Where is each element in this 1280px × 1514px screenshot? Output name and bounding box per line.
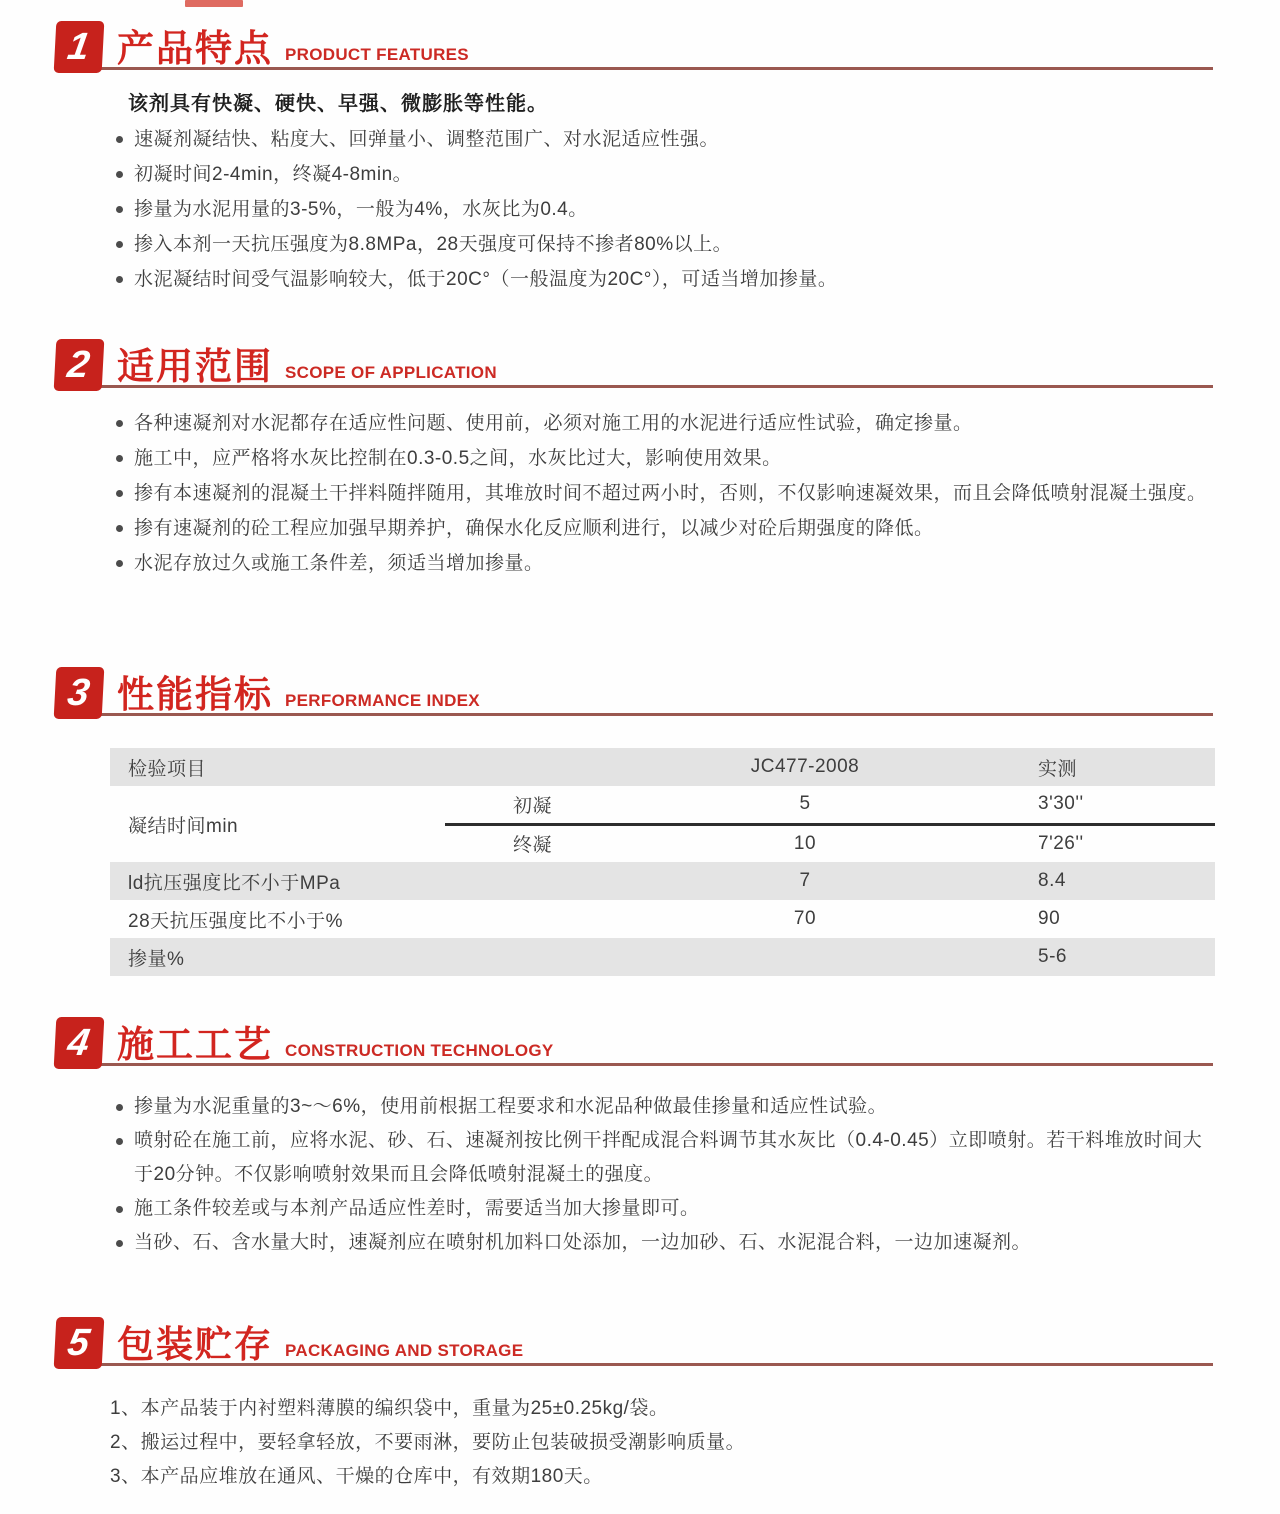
section-4-header	[55, 1016, 1213, 1066]
section-5-header	[55, 1316, 1213, 1366]
cell-sub: 终凝	[512, 835, 552, 857]
cell-standard: 10	[793, 832, 817, 854]
section-1-header	[55, 20, 1213, 70]
section-2-content	[110, 406, 1215, 581]
cell-standard: 7	[799, 870, 811, 891]
section-4-bullet-list	[110, 1090, 1215, 1260]
section-3-header	[55, 666, 1213, 716]
bullet-item: 水泥存放过久或施工条件差，须适当增加掺量。	[110, 546, 1215, 581]
section-3-title: 性能指标	[117, 674, 273, 716]
section-4-content	[110, 1090, 1215, 1260]
section-1-number-badge	[54, 21, 105, 73]
section-3-number-badge	[54, 667, 105, 719]
section-5-number-badge	[54, 1317, 105, 1369]
performance-table	[110, 748, 1215, 976]
section-5-subtitle: PACKAGING AND STORAGE	[285, 1341, 524, 1360]
cell-measured: 3'30''	[990, 786, 1215, 824]
section-2-bullet-list	[110, 406, 1215, 581]
section-3-subtitle: PERFORMANCE INDEX	[285, 691, 480, 710]
bullet-item: 施工条件较差或与本剂产品适应性差时，需要适当加大掺量即可。	[110, 1192, 1215, 1226]
bullet-item: 各种速凝剂对水泥都存在适应性问题、使用前，必须对施工用的水泥进行适应性试验，确定掺量。	[110, 406, 1215, 441]
bullet-item: 掺有速凝剂的砼工程应加强早期养护，确保水化反应顺利进行，以减少对砼后期强度的降低。	[110, 511, 1215, 546]
cell-sub: 初凝	[445, 786, 620, 824]
section-2-title: 适用范围	[117, 346, 273, 388]
storage-line: 1、本产品装于内衬塑料薄膜的编织袋中，重量为25±0.25kg/袋。	[110, 1398, 669, 1419]
section-1-title: 产品特点	[117, 28, 273, 70]
section-1-bullet-list	[110, 122, 1215, 297]
section-2-subtitle: SCOPE OF APPLICATION	[285, 363, 497, 382]
cell-standard: 70	[793, 908, 817, 929]
section-3-content	[110, 748, 1215, 976]
cell-measured: 7'26''	[1038, 832, 1084, 854]
table-row	[110, 900, 1215, 938]
section-2-header	[55, 338, 1213, 388]
bullet-item: 掺有本速凝剂的混凝土干拌料随拌随用，其堆放时间不超过两小时，否则，不仅影响速凝效果，而且会降低喷射混凝土强度。	[110, 476, 1215, 511]
cell-measured: 5-6	[1038, 946, 1067, 967]
bullet-item: 掺入本剂一天抗压强度为8.8MPa，28天强度可保持不掺者80%以上。	[110, 227, 1215, 262]
col-header-measured: 实测	[1038, 758, 1078, 780]
section-5-content	[110, 1392, 1215, 1494]
table-row	[110, 862, 1215, 900]
bullet-item: 初凝时间2-4min，终凝4-8min。	[110, 157, 1215, 192]
cell-standard	[620, 938, 990, 976]
section-4-subtitle: CONSTRUCTION TECHNOLOGY	[285, 1041, 554, 1060]
bullet-item: 施工中，应严格将水灰比控制在0.3-0.5之间，水灰比过大，影响使用效果。	[110, 441, 1215, 476]
section-1-subtitle: PRODUCT FEATURES	[285, 45, 469, 64]
section-2-number: 2	[65, 344, 93, 386]
table-row	[110, 938, 1215, 976]
cell-item: 掺量%	[128, 948, 185, 970]
col-header-blank	[445, 748, 620, 786]
bullet-item: 水泥凝结时间受气温影响较大，低于20C°（一般温度为20C°），可适当增加掺量。	[110, 262, 1215, 297]
col-header-standard: JC477-2008	[750, 756, 860, 777]
bullet-item: 速凝剂凝结快、粘度大、回弹量小、调整范围广、对水泥适应性强。	[110, 122, 1215, 157]
cell-measured: 8.4	[1038, 870, 1066, 891]
section-1-content	[110, 86, 1215, 297]
section-2-number-badge	[54, 339, 105, 391]
bullet-item: 当砂、石、含水量大时，速凝剂应在喷射机加料口处添加，一边加砂、石、水泥混合料，一边加速凝剂。	[110, 1226, 1215, 1260]
cell-item: 28天抗压强度比不小于%	[128, 910, 344, 932]
cell-standard: 5	[620, 786, 990, 824]
cell-item: ld抗压强度比不小于MPa	[128, 872, 341, 894]
storage-line: 2、搬运过程中，要轻拿轻放，不要雨淋，要防止包装破损受潮影响质量。	[110, 1432, 746, 1453]
section-5-number: 5	[65, 1322, 93, 1364]
table-header-row	[110, 748, 1215, 786]
section-1-number: 1	[65, 26, 93, 68]
section-5-title: 包装贮存	[117, 1324, 273, 1366]
bullet-item: 掺量为水泥重量的3~～6%，使用前根据工程要求和水泥品种做最佳掺量和适应性试验。	[110, 1090, 1215, 1124]
section-3-number: 3	[65, 672, 93, 714]
cropped-red-artifact	[185, 0, 243, 7]
section-4-number: 4	[65, 1022, 93, 1064]
bullet-item: 喷射砼在施工前，应将水泥、砂、石、速凝剂按比例干拌配成混合料调节其水灰比（0.4-0.45）立即喷射。若干料堆放时间大于20分钟。不仅影响喷射效果而且会降低喷射混凝土的强度。	[110, 1124, 1215, 1192]
col-header-item: 检验项目	[128, 758, 207, 780]
section-4-title: 施工工艺	[117, 1024, 273, 1066]
cell-measured: 90	[1038, 908, 1061, 929]
section-1-intro: 该剂具有快凝、硬快、早强、微膨胀等性能。	[128, 93, 548, 115]
cell-item: 凝结时间min	[128, 815, 239, 837]
bullet-item: 掺量为水泥用量的3-5%，一般为4%，水灰比为0.4。	[110, 192, 1215, 227]
table-row	[110, 786, 1215, 824]
section-4-number-badge	[54, 1017, 105, 1069]
storage-line: 3、本产品应堆放在通风、干燥的仓库中，有效期180天。	[110, 1466, 603, 1487]
